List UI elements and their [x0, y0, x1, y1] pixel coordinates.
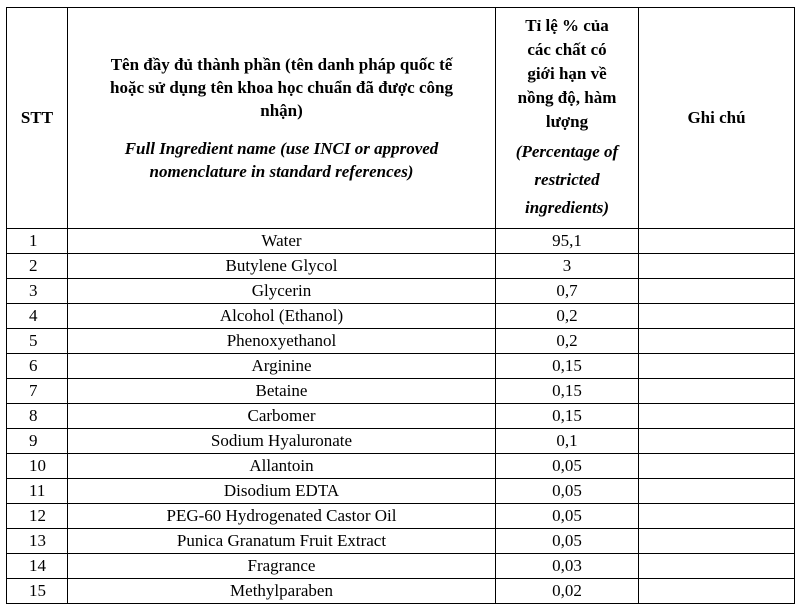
- header-name-vi-line: hoặc sử dụng tên khoa học chuẩn đã được công: [110, 78, 453, 97]
- cell-percentage: 0,05: [496, 529, 639, 554]
- cell-percentage: 0,1: [496, 429, 639, 454]
- cell-percentage: 0,15: [496, 379, 639, 404]
- header-name-vi-line: Tên đầy đủ thành phần (tên danh pháp quốc tế: [110, 55, 453, 74]
- cell-percentage: 0,05: [496, 479, 639, 504]
- header-pct-en-line: restricted: [534, 170, 600, 189]
- cell-ingredient-name: Butylene Glycol: [68, 254, 496, 279]
- cell-note: [639, 429, 795, 454]
- header-pct-vi-line: giới hạn về: [527, 64, 607, 83]
- header-pct-en: [496, 138, 638, 222]
- cell-note: [639, 379, 795, 404]
- header-note: Ghi chú: [639, 8, 795, 229]
- cell-ingredient-name: Carbomer: [68, 404, 496, 429]
- cell-stt: 13: [7, 529, 68, 554]
- table-body: [7, 8, 795, 604]
- cell-stt: 11: [7, 479, 68, 504]
- header-name-vi-line: nhận): [260, 101, 303, 120]
- cell-ingredient-name: Water: [68, 229, 496, 254]
- cell-note: [639, 404, 795, 429]
- cell-stt: 1: [7, 229, 68, 254]
- table-row: [7, 529, 795, 554]
- table-row: [7, 304, 795, 329]
- cell-ingredient-name: PEG-60 Hydrogenated Castor Oil: [68, 504, 496, 529]
- table-row: [7, 279, 795, 304]
- header-pct-vi-line: Tỉ lệ % của: [525, 16, 609, 35]
- cell-stt: 15: [7, 579, 68, 604]
- table-row: [7, 379, 795, 404]
- header-stt: STT: [7, 8, 68, 229]
- cell-note: [639, 329, 795, 354]
- cell-note: [639, 304, 795, 329]
- table-row: [7, 554, 795, 579]
- cell-ingredient-name: Sodium Hyaluronate: [68, 429, 496, 454]
- header-percentage: [496, 8, 639, 229]
- table-row: [7, 479, 795, 504]
- header-pct-vi-line: nồng độ, hàm: [517, 88, 617, 107]
- cell-stt: 10: [7, 454, 68, 479]
- cell-ingredient-name: Punica Granatum Fruit Extract: [68, 529, 496, 554]
- header-ingredient-name: [68, 8, 496, 229]
- cell-percentage: 0,2: [496, 304, 639, 329]
- cell-ingredient-name: Phenoxyethanol: [68, 329, 496, 354]
- cell-ingredient-name: Disodium EDTA: [68, 479, 496, 504]
- cell-note: [639, 454, 795, 479]
- cell-percentage: 0,02: [496, 579, 639, 604]
- cell-stt: 2: [7, 254, 68, 279]
- cell-note: [639, 504, 795, 529]
- cell-ingredient-name: Fragrance: [68, 554, 496, 579]
- cell-ingredient-name: Glycerin: [68, 279, 496, 304]
- table-row: [7, 354, 795, 379]
- cell-ingredient-name: Alcohol (Ethanol): [68, 304, 496, 329]
- cell-note: [639, 529, 795, 554]
- cell-stt: 8: [7, 404, 68, 429]
- cell-note: [639, 229, 795, 254]
- table-row: [7, 254, 795, 279]
- table-row: [7, 454, 795, 479]
- ingredients-table: [6, 7, 795, 604]
- cell-percentage: 0,7: [496, 279, 639, 304]
- cell-percentage: 0,15: [496, 354, 639, 379]
- cell-percentage: 0,05: [496, 504, 639, 529]
- table-row: [7, 504, 795, 529]
- cell-stt: 9: [7, 429, 68, 454]
- cell-note: [639, 479, 795, 504]
- header-pct-vi-line: các chất có: [527, 40, 607, 59]
- header-name-vi: [68, 53, 495, 122]
- table-row: [7, 429, 795, 454]
- cell-stt: 6: [7, 354, 68, 379]
- table-header-row: [7, 8, 795, 229]
- header-pct-en-line: ingredients): [524, 198, 610, 217]
- cell-percentage: 0,15: [496, 404, 639, 429]
- cell-stt: 12: [7, 504, 68, 529]
- header-pct-vi: [496, 14, 638, 134]
- header-pct-vi-line: lượng: [545, 112, 589, 131]
- cell-note: [639, 254, 795, 279]
- cell-ingredient-name: Methylparaben: [68, 579, 496, 604]
- cell-note: [639, 579, 795, 604]
- cell-percentage: 3: [496, 254, 639, 279]
- table-row: [7, 329, 795, 354]
- table-row: [7, 404, 795, 429]
- cell-ingredient-name: Allantoin: [68, 454, 496, 479]
- table-row: [7, 229, 795, 254]
- cell-percentage: 0,03: [496, 554, 639, 579]
- cell-ingredient-name: Arginine: [68, 354, 496, 379]
- header-pct-en-line: (Percentage of: [515, 142, 619, 161]
- table-row: [7, 579, 795, 604]
- cell-note: [639, 554, 795, 579]
- cell-note: [639, 354, 795, 379]
- cell-stt: 14: [7, 554, 68, 579]
- cell-ingredient-name: Betaine: [68, 379, 496, 404]
- cell-stt: 7: [7, 379, 68, 404]
- header-name-en: [68, 137, 495, 183]
- header-name-en-line: Full Ingredient name (use INCI or approved: [124, 139, 439, 158]
- header-name-en-line: nomenclature in standard references): [149, 162, 414, 181]
- cell-percentage: 95,1: [496, 229, 639, 254]
- cell-percentage: 0,2: [496, 329, 639, 354]
- cell-stt: 5: [7, 329, 68, 354]
- cell-note: [639, 279, 795, 304]
- cell-stt: 3: [7, 279, 68, 304]
- cell-stt: 4: [7, 304, 68, 329]
- cell-percentage: 0,05: [496, 454, 639, 479]
